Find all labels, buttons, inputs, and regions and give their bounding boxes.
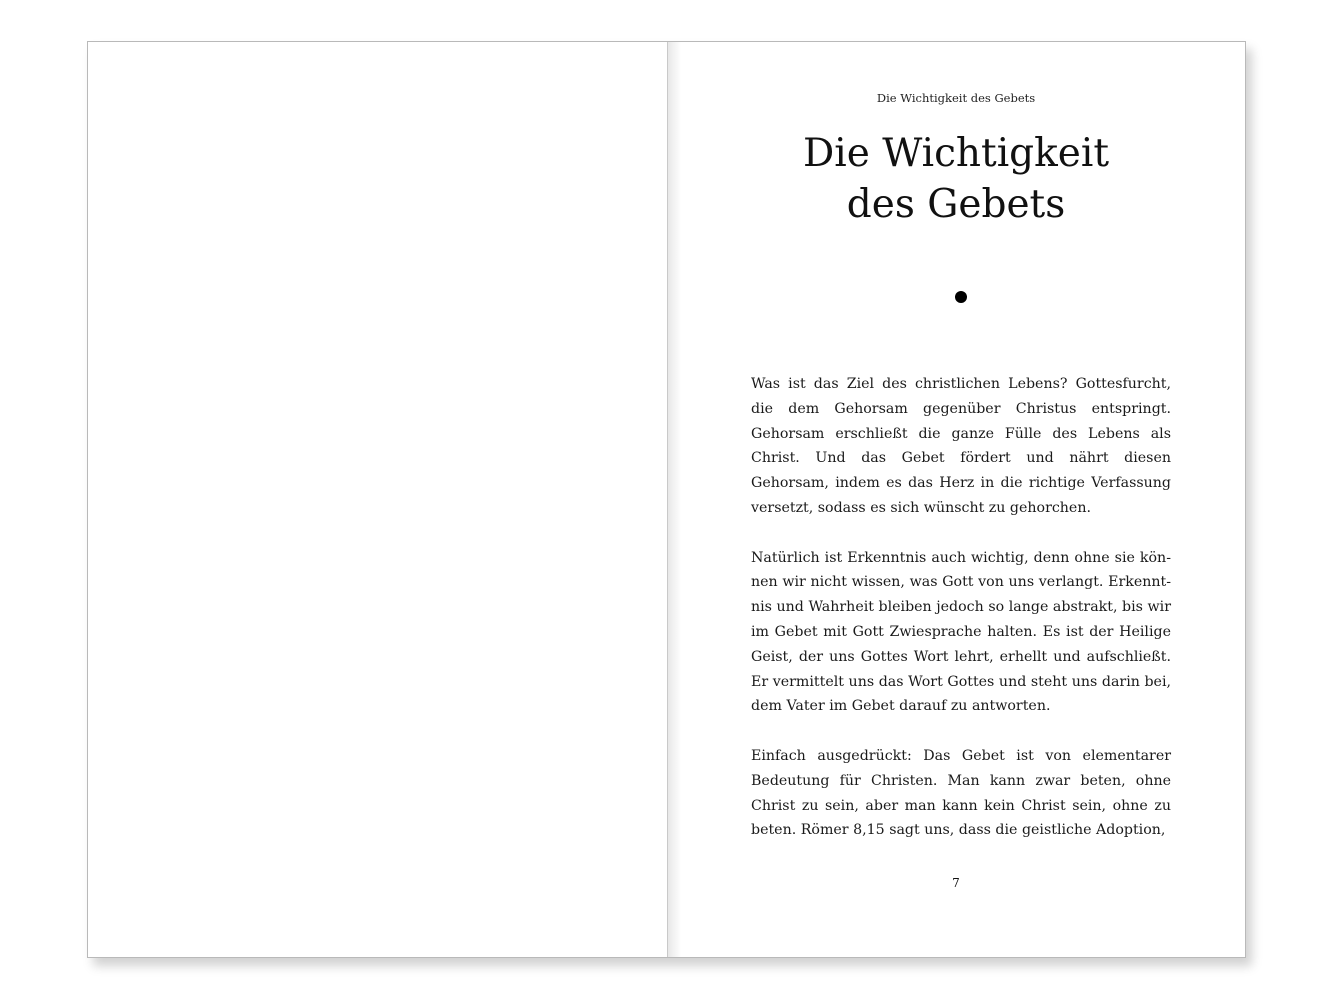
chapter-title <box>667 128 1245 230</box>
running-head: Die Wichtigkeit des Gebets <box>876 91 1036 105</box>
paragraph-1: Was ist das Ziel des christlichen Lebens? Gottesfurcht, die dem Gehorsam gegenüber Christus entspringt. Gehorsam erschließt die ganze Fülle des Lebens als Christ. Und das Gebet fördert und nährt diesen Gehorsam, indem es das Herz in die richtige Verfassung versetzt, sodass es sich wünscht zu gehorchen. <box>751 376 1171 516</box>
chapter-title-line-2: des Gebets <box>846 182 1066 227</box>
page-number: 7 <box>952 876 960 890</box>
paragraph-2: Natürlich ist Erkenntnis auch wichtig, denn ohne sie können wir nicht wissen, was Gott von uns verlangt. Erkenntnis und Wahrheit bleiben jedoch so lange abstrakt, bis wir im Gebet mit Gott Zwiesprache halten. Es ist der Heilige Geist, der uns Gottes Wort lehrt, erhellt und aufschließt. Er vermittelt uns das Wort Gottes und steht uns darin bei, dem Vater im Gebet darauf zu antworten. <box>751 549 1171 715</box>
chapter-title-line-1: Die Wichtigkeit <box>802 131 1110 176</box>
book-spread <box>87 41 1246 958</box>
bullet-ornament <box>955 291 967 303</box>
right-page <box>667 41 1246 958</box>
left-page <box>87 41 667 958</box>
body-text <box>751 372 1171 868</box>
paragraph-3: Einfach ausgedrückt: Das Gebet ist von elementarer Bedeutung für Christen. Man kann zwar beten, ohne Christ zu sein, aber man kann kein Christ sein, ohne zu beten. Römer 8,15 sagt uns, dass die geistliche Adoption, <box>751 747 1171 839</box>
